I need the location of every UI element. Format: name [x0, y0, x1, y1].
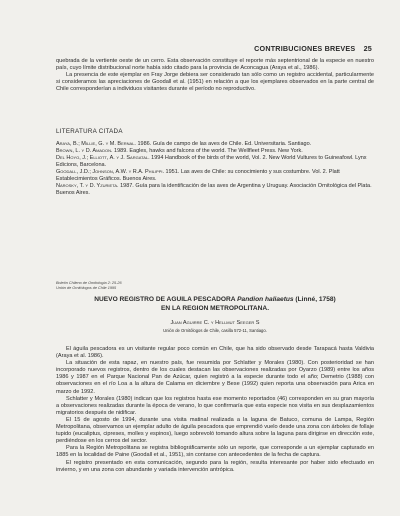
title-author-year: (Linné, 1758)	[293, 296, 336, 303]
title-text: NUEVO REGISTRO DE AGUILA PESCADORA	[94, 296, 238, 303]
previous-article-ending	[56, 58, 374, 93]
reference-item	[56, 183, 374, 197]
page-number: 25	[363, 44, 372, 53]
citation-line: Boletín Chileno de Ornitología 2: 25-26	[56, 281, 122, 285]
journal-citation	[56, 281, 122, 291]
paragraph: El 15 de agosto de 1994, durante una visita matinal realizada a la laguna de Batuco, comuna de Lampa, Región Metropolitana, observamos un ejemplar adulto de águila pescadora que emprendió vuelo desde una zona con árboles de follaje tupido (eucaliptus, cipreses, molles y espinos), luego sobrevoló tomando altura sobre la laguna para dirigirse en dirección este, perdiéndose en los cerros del sector.	[56, 416, 374, 445]
reference-item	[56, 148, 374, 155]
paragraph: La presencia de este ejemplar en Fray Jorge debiera ser considerado tan sólo como un registro accidental, particularmente si consideramos las apreciaciones de Goodall et al. (1951) en relación a que los ejemplares observados en la parte central de Chile corresponderían a individuos visitantes durante el período no reproductivo.	[56, 72, 374, 93]
paragraph: La situación de esta rapaz, en nuestro país, fue resumida por Schlatter y Morales (1980). Con posterioridad se han incorporado nuevos registros, dentro de los cuales destacan las observaciones realizadas por Oyarzo (1989) entre los años 1986 y 1987 en el Parque Nacional Pan de Azúcar, quien registró a la especie durante todo el año; Demetrio (1988) con observaciones en el río Loa a la altura de Calama en diciembre y Bese (1992) quien reporta una observación para Arica en marzo de 1992.	[56, 360, 374, 395]
author-names: Juan Aguirre C. y Hellmut Seeger S	[170, 320, 260, 326]
reference-text: 1986. Guía de campo de las aves de Chile. Ed. Universitaria. Santiago.	[135, 141, 312, 147]
paragraph: quebrada de la vertiente oeste de un cerro. Esta observación constituye el reporte más septentrional de la especie en nuestro país, cuyo límite distribucional norte había sido citado para la provincia de Aconcagua (Araya et al., 1986).	[56, 58, 374, 72]
reference-text: 1989. Eagles, hawks and falcons of the world. The Wellfleet Press. New York.	[112, 148, 303, 154]
reference-authors: Narosky, T. y D. Yzurieta.	[56, 183, 119, 189]
paragraph: Para la Región Metropolitana se registra bibliográficamente sólo un reporte, que corresponde a un ejemplar capturado en 1885 en la localidad de Paine (Goodall et al., 1951), sin contarse con antecedentes de la fecha de captura.	[56, 445, 374, 459]
reference-item	[56, 155, 374, 169]
paragraph: El registro presentado en esta comunicación, segundo para la región, resulta interesante por haber sido efectuado en invierno, y en una zona con abundante y variada intervención antrópica.	[56, 459, 374, 473]
note-body	[56, 346, 374, 474]
reference-list	[56, 141, 374, 197]
reference-item	[56, 141, 374, 148]
paragraph: Schlatter y Morales (1980) indican que los registros hasta ese momento reportados (46) corresponden en su gran mayoría a observaciones realizadas durante la época de verano, lo que confirmaría que esta especie nos visita en sus desplazamientos migratorios después de nidificar.	[56, 395, 374, 416]
section-title: CONTRIBUCIONES BREVES	[254, 44, 356, 53]
note-affiliation: Unión de Ornitólogos de Chile, casilla 572-11, Santiago.	[163, 328, 267, 333]
citation-line: Unión de Ornitólogos de Chile 1995	[56, 286, 117, 290]
reference-authors: Del Hoyo, J.; Elliott, A. y J. Sargatal.	[56, 155, 150, 161]
reference-text: 1951. Las aves de Chile: su conocimiento y sus costumbre. Vol. 2. Platt Establecimientos Gráficos. Buenos Aires.	[56, 169, 340, 182]
reference-text: 1994 Handbook of the birds of the world, Vol. 2. New World Vultures to Guineafowl. Lynx Edicions, Barcelona.	[56, 155, 367, 168]
note-title	[56, 296, 374, 313]
reference-authors: Araya, B.; Millie, G. y M. Bernal.	[56, 141, 136, 147]
reference-authors: Goodall, J.D.; Johnson, A.W. y R.A. Philippi.	[56, 169, 164, 175]
literature-heading: LITERATURA CITADA	[56, 128, 123, 135]
reference-authors: Brown, L. y D. Amadon.	[56, 148, 113, 154]
reference-item	[56, 169, 374, 183]
species-name: Pandion haliaetus	[237, 296, 294, 303]
paragraph: El águila pescadora es un visitante regular poco común en Chile, que ha sido observado desde Tarapacá hasta Valdivia (Araya et al. 1986).	[56, 346, 374, 360]
running-header	[248, 44, 372, 53]
note-authors	[56, 320, 374, 326]
title-line-two: EN LA REGION METROPOLITANA.	[160, 304, 270, 312]
reference-text: 1987. Guía para la identificación de las aves de Argentina y Uruguay. Asociación Ornitológica del Plata. Buenos Aires.	[56, 183, 372, 196]
